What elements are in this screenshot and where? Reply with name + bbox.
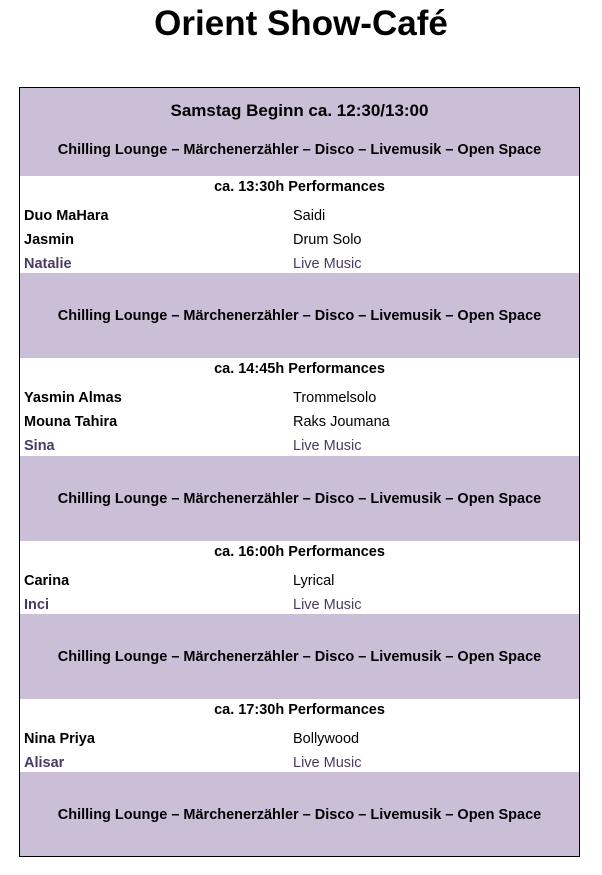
performer-act: Trommelsolo (293, 390, 377, 406)
performer-name: Carina (24, 573, 70, 589)
performer-row (20, 413, 579, 435)
performance-time: ca. 16:00h Performances (214, 544, 385, 560)
page-title: Orient Show-Café (154, 4, 448, 43)
schedule-header: Samstag Beginn ca. 12:30/13:00 (170, 101, 429, 120)
performer-act: Live Music (293, 438, 362, 454)
performance-time: ca. 14:45h Performances (214, 361, 385, 377)
schedule-table (19, 87, 580, 857)
performance-time: ca. 13:30h Performances (214, 179, 385, 195)
performer-name: Natalie (24, 256, 72, 272)
performer-name: Sina (24, 438, 55, 454)
performer-act: Lyrical (293, 573, 335, 589)
performer-act: Live Music (293, 597, 362, 613)
performance-time: ca. 17:30h Performances (214, 702, 385, 718)
performer-name: Yasmin Almas (24, 390, 122, 406)
lounge-line: Chilling Lounge – Märchenerzähler – Disco – Livemusik – Open Space (57, 807, 542, 823)
performer-row (20, 572, 579, 594)
lounge-line: Chilling Lounge – Märchenerzähler – Disco – Livemusik – Open Space (57, 308, 542, 324)
performer-act: Live Music (293, 256, 362, 272)
performer-act: Saidi (293, 208, 326, 224)
performer-act: Drum Solo (293, 232, 362, 248)
performer-row (20, 207, 579, 229)
lounge-line: Chilling Lounge – Märchenerzähler – Disco – Livemusik – Open Space (57, 649, 542, 665)
performer-act: Bollywood (293, 731, 360, 747)
lounge-band (20, 614, 579, 699)
performer-name: Mouna Tahira (24, 414, 118, 430)
lounge-band (20, 273, 579, 358)
performer-row (20, 389, 579, 411)
header-band (20, 88, 579, 176)
performer-act: Live Music (293, 755, 362, 771)
performer-name: Nina Priya (24, 731, 95, 747)
performer-name: Alisar (24, 755, 65, 771)
lounge-line: Chilling Lounge – Märchenerzähler – Disco – Livemusik – Open Space (57, 491, 542, 507)
lounge-line: Chilling Lounge – Märchenerzähler – Disco – Livemusik – Open Space (57, 142, 542, 158)
performer-name: Duo MaHara (24, 208, 109, 224)
performer-row (20, 730, 579, 752)
performer-row (20, 231, 579, 253)
lounge-band (20, 772, 579, 856)
lounge-band (20, 456, 579, 541)
performer-act: Raks Joumana (293, 414, 390, 430)
performer-name: Inci (24, 597, 49, 613)
performer-name: Jasmin (24, 232, 74, 248)
